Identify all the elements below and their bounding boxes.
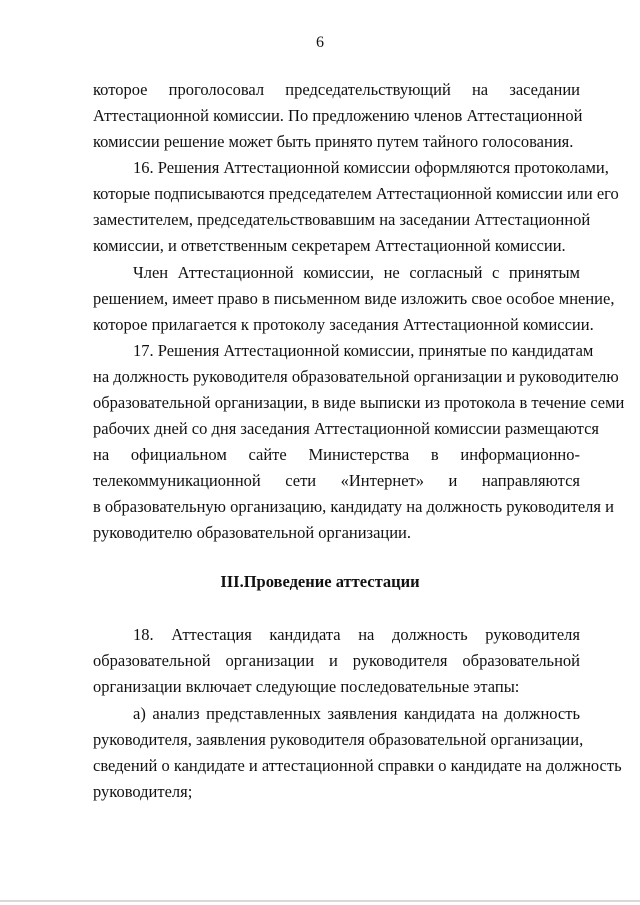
paragraph-17: [93, 338, 625, 546]
text-line: образовательной организации, в виде выписки из протокола в течение семи: [93, 393, 625, 412]
text-line: руководителя, заявления руководителя образовательной организации,: [93, 730, 584, 749]
text-line: на официальном сайте Министерства в информационно-: [93, 445, 580, 464]
text-line: которое прилагается к протоколу заседания Аттестационной комиссии.: [93, 315, 594, 334]
text-line: Член Аттестационной комиссии, не согласный с принятым: [133, 263, 580, 282]
paragraph-member-opinion: [93, 260, 615, 338]
text-line: которые подписываются председателем Аттестационной комиссии или его: [93, 184, 619, 203]
text-line: комиссии, и ответственным секретарем Аттестационной комиссии.: [93, 236, 566, 255]
text-line: Аттестационной комиссии. По предложению членов Аттестационной: [93, 106, 583, 125]
page-number: 6: [316, 34, 324, 51]
text-line: 18. Аттестация кандидата на должность руководителя: [133, 625, 580, 644]
paragraph-16: [93, 155, 619, 259]
text-line: организации включает следующие последовательные этапы:: [93, 677, 520, 696]
text-line: комиссии решение может быть принято путем тайного голосования.: [93, 132, 574, 151]
paragraph-18: [93, 622, 580, 700]
section-heading: III.Проведение аттестации: [220, 572, 420, 591]
paragraph-18a: [93, 701, 622, 805]
text-line: телекоммуникационной сети «Интернет» и направляются: [93, 471, 580, 490]
text-line: в образовательную организацию, кандидату на должность руководителя и: [93, 497, 614, 516]
text-line: руководителя;: [93, 782, 193, 801]
scan-edge: [0, 900, 640, 902]
text-line: на должность руководителя образовательной организации и руководителю: [93, 367, 619, 386]
paragraph-continuation: [93, 77, 583, 155]
text-line: которое проголосовал председательствующий на заседании: [93, 80, 580, 99]
text-line: 16. Решения Аттестационной комиссии оформляются протоколами,: [133, 158, 609, 177]
text-line: заместителем, председательствовавшим на заседании Аттестационной: [93, 210, 591, 229]
text-line: а) анализ представленных заявления кандидата на должность: [133, 704, 580, 723]
text-line: образовательной организации и руководителя образовательной: [93, 651, 580, 670]
text-line: руководителю образовательной организации.: [93, 523, 412, 542]
text-line: рабочих дней со дня заседания Аттестационной комиссии размещаются: [93, 419, 599, 438]
text-line: сведений о кандидате и аттестационной справки о кандидате на должность: [93, 756, 622, 775]
text-line: решением, имеет право в письменном виде изложить свое особое мнение,: [93, 289, 615, 308]
text-line: 17. Решения Аттестационной комиссии, принятые по кандидатам: [133, 341, 594, 360]
